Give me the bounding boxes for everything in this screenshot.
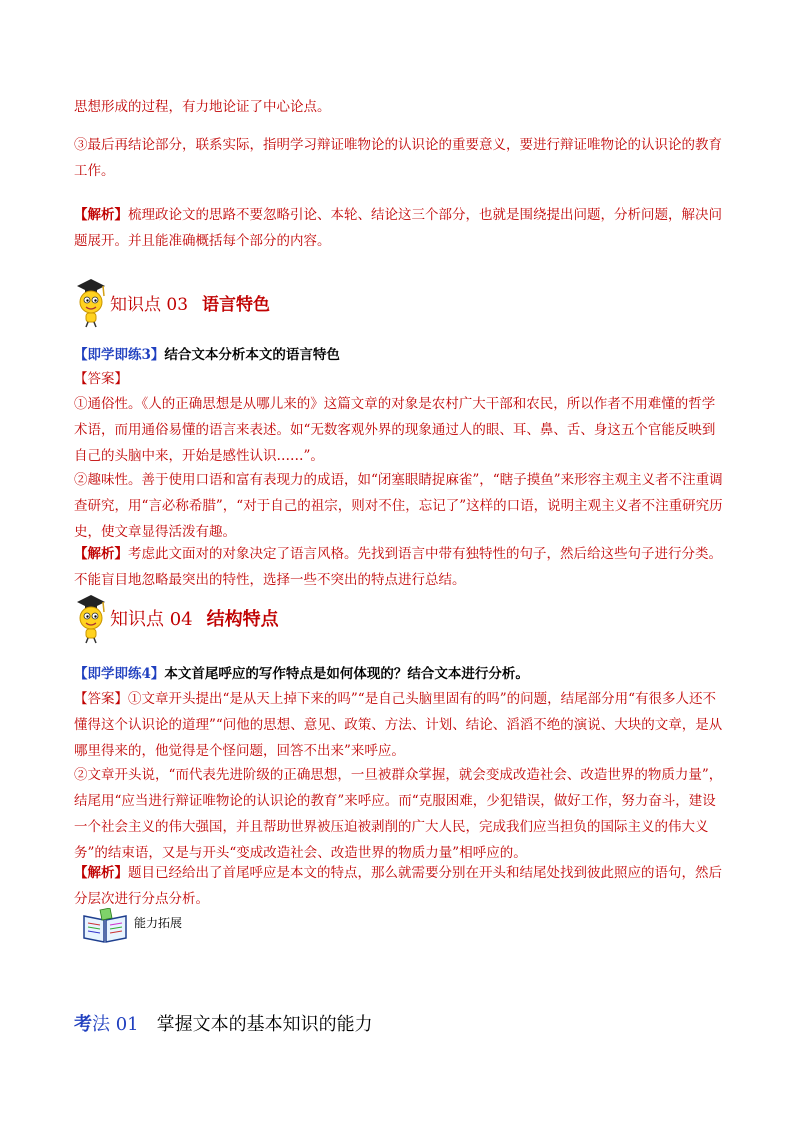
knowledge-point-title	[110, 290, 270, 315]
analysis-tag: 【解析】	[74, 207, 128, 223]
paragraph-text: ③最后再结论部分，联系实际，指明学习辩证唯物论的认识论的重要意义，要进行辩证唯物论的认识论的教育工作。	[74, 137, 722, 179]
knowledge-point-heading	[74, 590, 279, 646]
answer-text: ①文章开头提出“是从天上掉下来的吗”“是自己头脑里固有的吗”的问题，结尾部分用“有很多人还不懂得这个认识论的道理”“问他的思想、意见、政策、方法、计划、结论、滔滔不绝的演说、大块的文章，是从哪里得来的，他觉得是个怪问题，回答不出来”来呼应。	[74, 691, 723, 759]
analysis-tag: 【解析】	[74, 865, 128, 881]
exercise-question-text: 本文首尾呼应的写作特点是如何体现的？结合文本进行分析。	[164, 666, 529, 682]
analysis-text: 梳理政论文的思路不要忽略引论、本轮、结论这三个部分，也就是围绕提出问题，分析问题，解决问题展开。并且能准确概括每个部分的内容。	[74, 207, 722, 249]
kaofa-prefix: 考	[74, 1014, 92, 1035]
answer-tag: 【答案】	[74, 691, 128, 707]
kaofa-number: 法 01	[92, 1014, 139, 1035]
knowledge-point-number: 知识点 04	[110, 609, 193, 630]
paragraph	[74, 94, 728, 120]
ability-extension-heading	[80, 908, 182, 948]
knowledge-point-name: 语言特色	[202, 294, 271, 315]
kaofa-title: 掌握文本的基本知识的能力	[156, 1014, 373, 1035]
kaofa-heading	[74, 1010, 373, 1036]
scholar-mascot-icon	[74, 276, 108, 328]
exercise-question	[74, 661, 728, 687]
answer-paragraph	[74, 391, 728, 469]
open-book-icon	[80, 908, 130, 948]
analysis-text: 考虑此文面对的对象决定了语言风格。先找到语言中带有独特性的句子，然后给这些句子进行分类。不能盲目地忽略最突出的特性，选择一些不突出的特点进行总结。	[74, 546, 722, 588]
answer-text: ②文章开头说，“而代表先进阶级的正确思想，一旦被群众掌握，就会变成改造社会、改造世界的物质力量”，结尾用“应当进行辩证唯物论的认识论的教育”来呼应。而“克服困难，少犯错误，做好工作，努力奋斗，建设一个社会主义的伟大强国，并且帮助世界被压迫被剥削的广大人民，完成我们应当担负的国际主义的伟大义务”的结束语，又是与开头“变成改造社会、改造世界的物质力量”相呼应的。	[74, 767, 723, 861]
answer-tag-line	[74, 366, 728, 392]
ability-extension-label: 能力拓展	[134, 916, 183, 930]
paragraph-text: 思想形成的过程，有力地论证了中心论点。	[74, 99, 331, 115]
exercise-tag: 【即学即练4】	[74, 666, 165, 682]
analysis-tag: 【解析】	[74, 546, 128, 562]
exercise-question	[74, 342, 728, 368]
knowledge-point-title	[110, 605, 279, 631]
knowledge-point-name: 结构特点	[206, 609, 279, 630]
answer-paragraph	[74, 762, 728, 866]
scholar-mascot-icon	[74, 592, 108, 644]
knowledge-point-number: 知识点 03	[110, 294, 189, 315]
answer-tag: 【答案】	[74, 371, 128, 387]
analysis-paragraph	[74, 541, 728, 593]
analysis-paragraph	[74, 860, 728, 912]
answer-paragraph	[74, 467, 728, 545]
answer-text: ②趣味性。善于使用口语和富有表现力的成语，如“闭塞眼睛捉麻雀”，“瞎子摸鱼”来形容主观主义者不注重调查研究，用“言必称希腊”，“对于自己的祖宗，则对不住，忘记了”这样的口语，说明主观主义者不注重研究历史，使文章显得活泼有趣。	[74, 472, 723, 540]
paragraph	[74, 132, 728, 184]
answer-paragraph	[74, 686, 728, 764]
answer-text: ①通俗性。《人的正确思想是从哪儿来的》这篇文章的对象是农村广大干部和农民，所以作者不用难懂的哲学术语，而用通俗易懂的语言来表述。如“无数客观外界的现象通过人的眼、耳、鼻、舌、身这五个官能反映到自己的头脑中来，开始是感性认识……”。	[74, 396, 716, 464]
analysis-paragraph	[74, 202, 728, 254]
exercise-question-text: 结合文本分析本文的语言特色	[164, 347, 340, 363]
analysis-text: 题目已经给出了首尾呼应是本文的特点，那么就需要分别在开头和结尾处找到彼此照应的语句，然后分层次进行分点分析。	[74, 865, 722, 907]
exercise-tag: 【即学即练3】	[74, 347, 165, 363]
knowledge-point-heading	[74, 274, 270, 330]
